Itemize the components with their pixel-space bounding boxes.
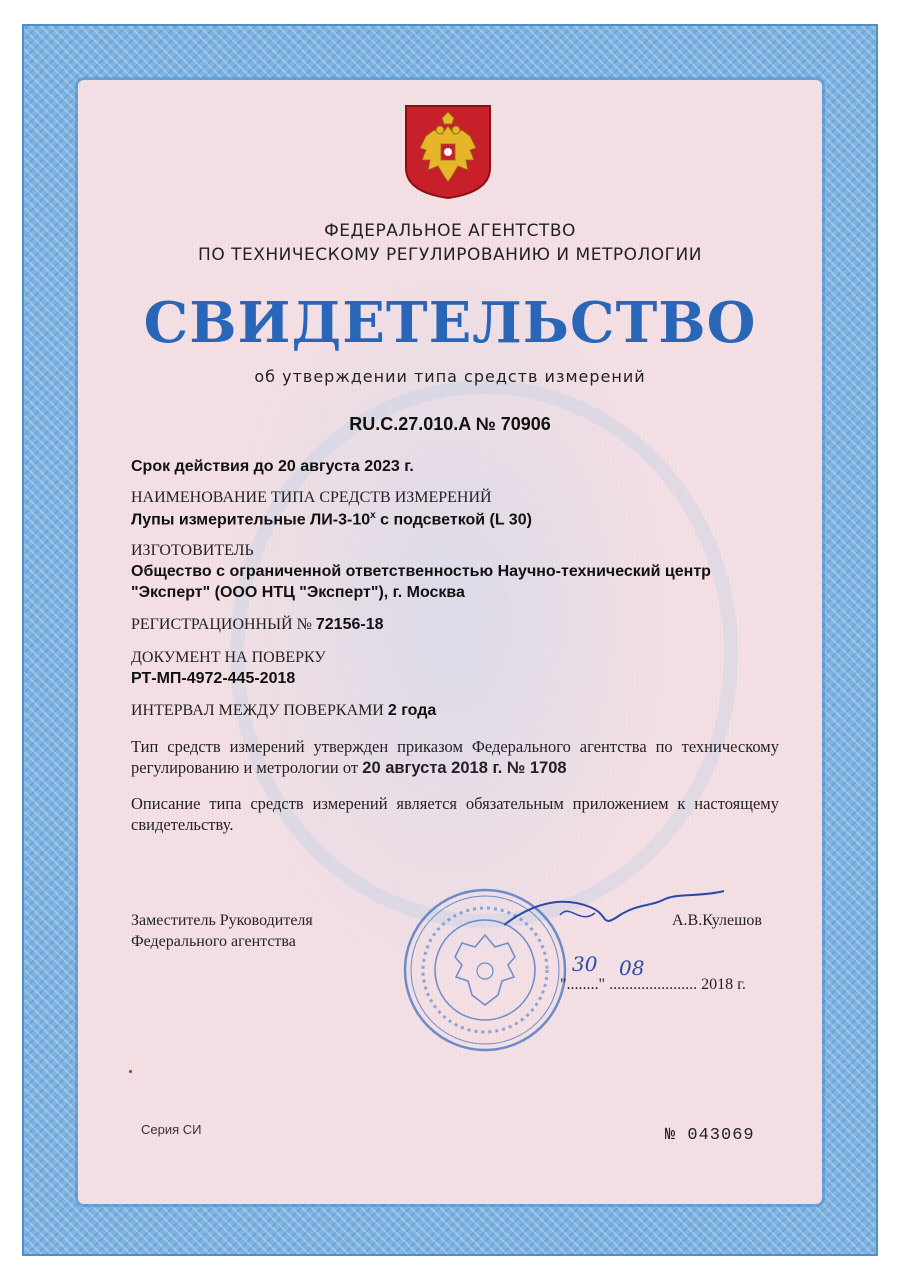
signatory-title-line-1: Заместитель Руководителя <box>131 912 313 929</box>
signatory-title-line-2: Федерального агентства <box>131 933 296 950</box>
type-name-label: НАИМЕНОВАНИЕ ТИПА СРЕДСТВ ИЗМЕРЕНИЙ <box>131 489 492 506</box>
handwritten-day: 30 <box>572 952 598 976</box>
manufacturer-line-2: "Эксперт" (ООО НТЦ "Эксперт"), г. Москва <box>131 584 465 601</box>
registration-value: 72156-18 <box>315 616 384 633</box>
registration-label: РЕГИСТРАЦИОННЫЙ № <box>131 616 312 633</box>
verification-doc-label: ДОКУМЕНТ НА ПОВЕРКУ <box>131 649 326 666</box>
interval-value: 2 года <box>387 702 437 719</box>
interval-label: ИНТЕРВАЛ МЕЖДУ ПОВЕРКАМИ <box>131 702 384 719</box>
ink-dot <box>129 1070 132 1073</box>
serial-number: № 043069 <box>665 1126 755 1145</box>
manufacturer-label: ИЗГОТОВИТЕЛЬ <box>131 542 254 559</box>
document-title: СВИДЕТЕЛЬСТВО <box>143 290 757 356</box>
series-label: Серия СИ <box>141 1122 202 1137</box>
registry-number: RU.C.27.010.A № 70906 <box>349 414 551 434</box>
agency-line-1: ФЕДЕРАЛЬНОЕ АГЕНТСТВО <box>324 221 576 241</box>
validity-date: Срок действия до 20 августа 2023 г. <box>131 458 414 475</box>
handwritten-month: 08 <box>619 956 645 980</box>
registration-row <box>131 616 384 634</box>
agency-line-2: ПО ТЕХНИЧЕСКОМУ РЕГУЛИРОВАНИЮ И МЕТРОЛОГИИ <box>198 245 702 265</box>
document-subtitle: об утверждении типа средств измерений <box>254 367 646 386</box>
date-line: "........" ...................... 2018 г. <box>560 976 746 993</box>
manufacturer-line-1: Общество с ограниченной ответственностью Научно-технический центр <box>131 563 711 580</box>
coat-of-arms-icon <box>404 104 492 200</box>
approval-paragraph: Тип средств измерений утвержден приказом Федерального агентства по техническому регулированию и метрологии от 20 августа 2018 г. № 1708 <box>131 737 779 777</box>
signatory-name: А.В.Кулешов <box>672 912 762 929</box>
type-name-value: Лупы измерительные ЛИ-3-10$^x$ с подсветкой (L 30) <box>131 510 532 529</box>
description-paragraph: Описание типа средств измерений является обязательным приложением к настоящему свидетельству. <box>131 794 779 834</box>
interval-row <box>131 702 436 720</box>
verification-doc-value: РТ-МП-4972-445-2018 <box>131 670 296 687</box>
handwritten-signature <box>500 885 730 945</box>
